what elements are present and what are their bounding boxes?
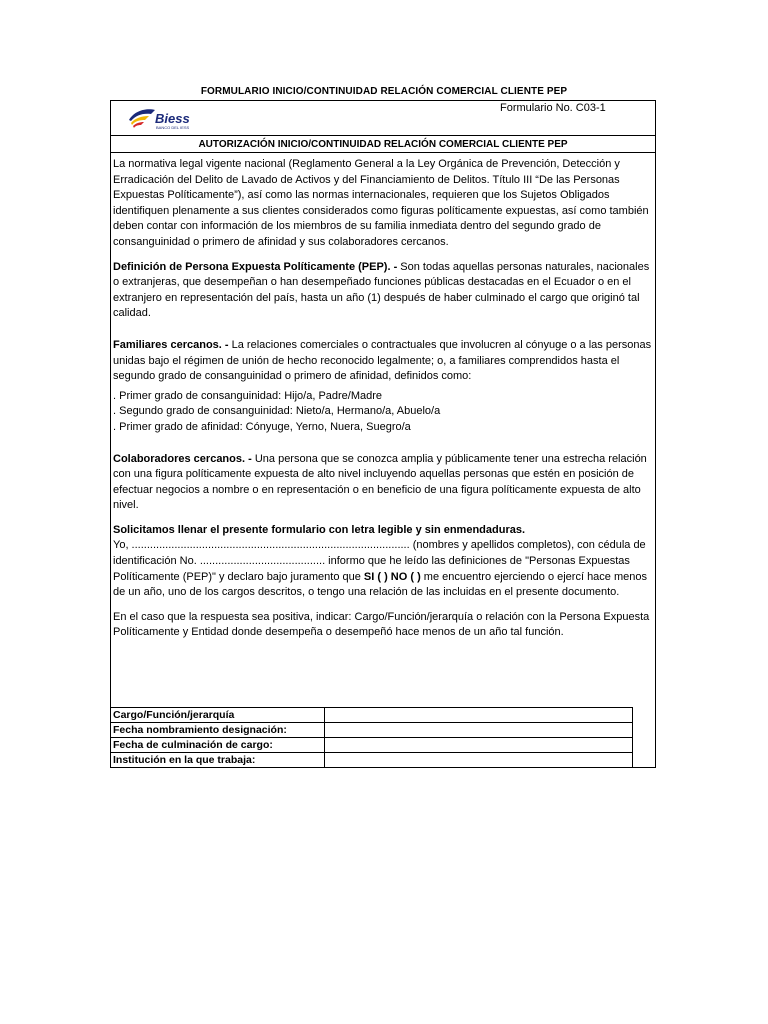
familiares-text: La relaciones comerciales o contractuales que involucren al cónyuge o a las personas unidas bajo el régimen de unión de hecho reconocido legalmente; o, a familiares comprendidos hasta el segundo grado de consanguinidad o primero de afinidad, definidos como: xyxy=(113,338,652,383)
declaration-part1: Yo, ........................................................................................... (nombres y apellidos completos), con cédula de identificación No. ......................................... informo que he leído las definiciones de "Personas Expuestas Políticamente (PEP)" y declaro bajo juramento que xyxy=(113,539,646,583)
positive-case-paragraph: En el caso que la respuesta sea positiva, indicar: Cargo/Función/jerarquía o relación con la Persona Expuesta Políticamente y Entidad donde desempeña o desempeñó hace menos de un año tal función. xyxy=(113,610,650,639)
form-body xyxy=(113,157,653,641)
logo-text: Biess xyxy=(155,111,190,126)
field-label: Fecha de culminación de cargo: xyxy=(111,738,325,753)
cargo-field[interactable] xyxy=(325,708,633,723)
list-item: . Segundo grado de consanguinidad: Nieto/a, Hermano/a, Abuelo/a xyxy=(113,405,441,418)
table-row xyxy=(111,723,633,738)
field-label: Fecha nombramiento designación: xyxy=(111,723,325,738)
colaboradores-text: Una persona que se conozca amplia y públicamente tener una estrecha relación con una figura políticamente expuesta de alto nivel incluyendo aquellas personas que estén en posición de efectuar negocios a nombre o en representación o en beneficio de una figura políticamente expuesta de alto nivel. xyxy=(113,452,647,512)
logo-tagline: BANCO DEL IESS xyxy=(156,125,190,130)
declaration-part2: me encuentro ejerciendo o ejercí hace menos de un año, uno de los cargos descritos, o tengo una relación de las incluidas en el presente documento. xyxy=(113,570,647,599)
colaboradores-heading: Colaboradores cercanos. - xyxy=(113,452,252,465)
declaration-heading: Solicitamos llenar el presente formulario con letra legible y sin enmendaduras. xyxy=(113,523,526,536)
si-no-checkbox[interactable]: SI ( ) NO ( ) xyxy=(363,570,421,583)
fecha-culminacion-field[interactable] xyxy=(325,738,633,753)
familiares-heading: Familiares cercanos. - xyxy=(113,338,229,351)
table-row xyxy=(111,708,633,723)
table-row xyxy=(111,738,633,753)
institucion-field[interactable] xyxy=(325,753,633,768)
field-label: Cargo/Función/jerarquía xyxy=(111,708,325,723)
form-subtitle: AUTORIZACIÓN INICIO/CONTINUIDAD RELACIÓN COMERCIAL CLIENTE PEP xyxy=(110,136,656,153)
pep-details-table xyxy=(110,707,633,768)
field-label: Institución en la que trabaja: xyxy=(111,753,325,768)
form-number: Formulario No. C03-1 xyxy=(500,102,606,114)
colaboradores-definition xyxy=(113,452,653,514)
declaration-text xyxy=(113,538,653,600)
table-row xyxy=(111,753,633,768)
document-title: FORMULARIO INICIO/CONTINUIDAD RELACIÓN COMERCIAL CLIENTE PEP xyxy=(200,86,568,97)
list-item: . Primer grado de afinidad: Cónyuge, Yerno, Nuera, Suegro/a xyxy=(113,420,411,433)
list-item: . Primer grado de consanguinidad: Hijo/a, Padre/Madre xyxy=(113,389,383,402)
intro-paragraph: La normativa legal vigente nacional (Reglamento General a la Ley Orgánica de Prevención, Detección y Erradicación del Delito de Lavado de Activos y del Financiamiento de Delitos. Título III “De las Personas Expuestas Políticamente”), así como las normas internacionales, requieren que los Sujetos Obligados identifiquen plenamente a sus clientes considerados como figuras políticamente expuestas, así como también deben contar con información de los miembros de su familia inmediata dentro del segundo grado de consanguinidad o primero de afinidad y sus colaboradores cercanos. xyxy=(113,158,649,248)
familiares-definition xyxy=(113,338,653,385)
fecha-nombramiento-field[interactable] xyxy=(325,723,633,738)
pep-text: Son todas aquellas personas naturales, nacionales o extranjeras, que desempeñan o han desempeñado funciones públicas destacadas en el Ecuador o en el extranjero en representación del país, hasta un año (1) después de haber culminado el cargo que originó tal calidad. xyxy=(113,260,650,320)
pep-definition xyxy=(113,260,653,322)
biess-logo xyxy=(125,106,225,132)
pep-heading: Definición de Persona Expuesta Políticamente (PEP). - xyxy=(113,260,398,273)
